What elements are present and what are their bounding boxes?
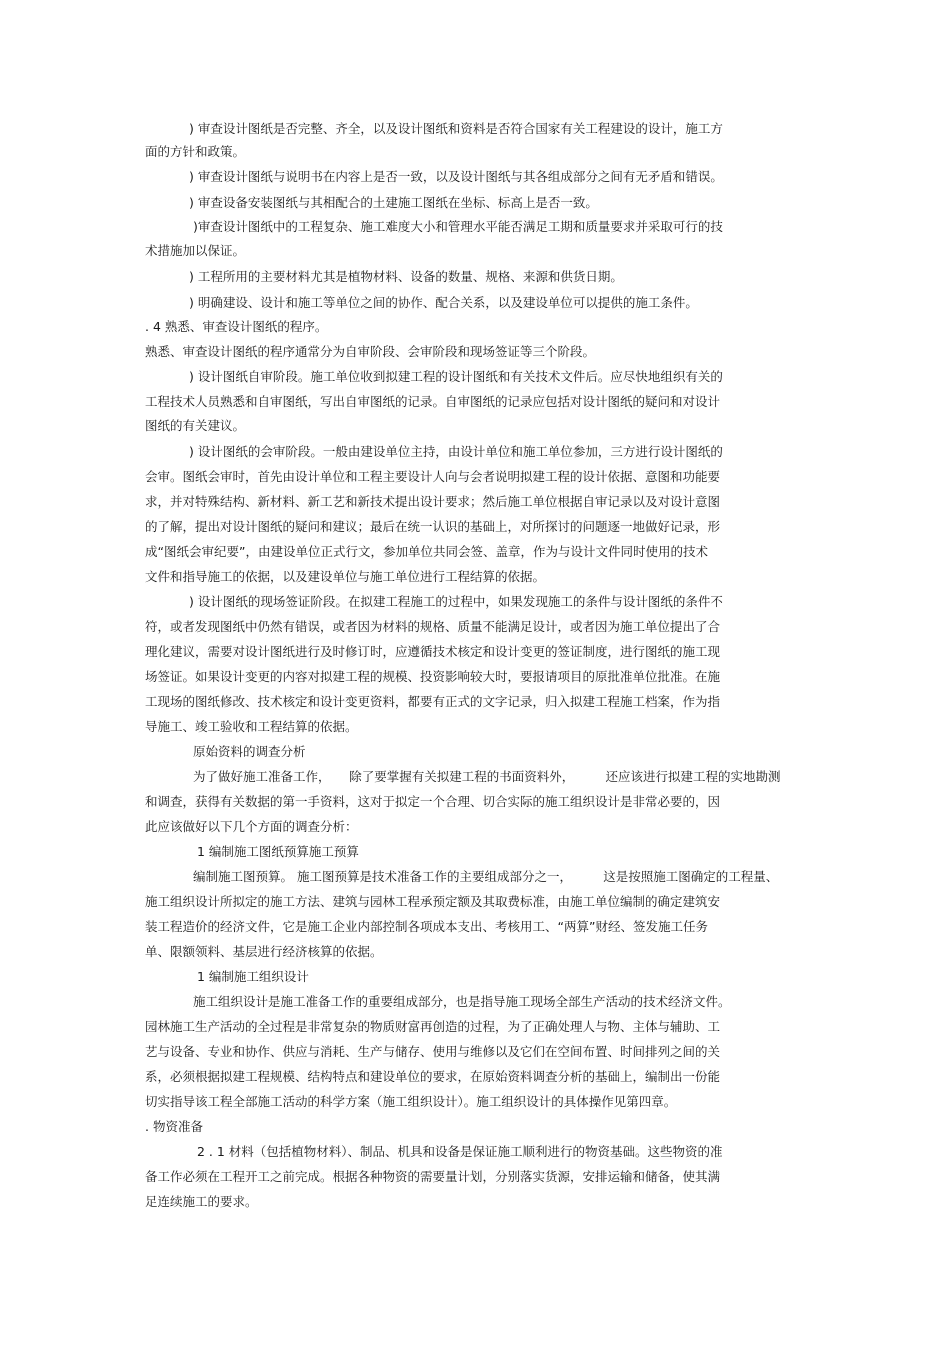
paragraph-line: 艺与设备、专业和协作、供应与消耗、生产与储存、使用与维修以及它们在空间布置、时间排列之间的关	[145, 1044, 721, 1059]
paragraph-line: )审查设计图纸中的工程复杂、施工难度大小和管理水平能否满足工期和质量要求并采取可行的技	[193, 219, 723, 234]
paragraph-line: 理化建议，需要对设计图纸进行及时修订时，应遵循技术核定和设计变更的签证制度，进行图纸的施工现	[145, 644, 721, 659]
paragraph-line: ) 明确建设、设计和施工等单位之间的协作、配合关系，以及建设单位可以提供的施工条件。	[189, 295, 698, 310]
paragraph-line: 2 . 1 材料（包括植物材料）、制品、机具和设备是保证施工顺利进行的物资基础。这些物资的准	[197, 1144, 723, 1159]
paragraph-line: ) 审查设计图纸与说明书在内容上是否一致，以及设计图纸与其各组成部分之间有无矛盾和错误。	[189, 169, 723, 184]
paragraph-line: 足连续施工的要求。	[145, 1194, 258, 1209]
section-heading: 原始资料的调查分析	[193, 744, 306, 759]
paragraph-line: 为了做好施工准备工作， 除了要掌握有关拟建工程的书面资料外， 还应该进行拟建工程的实地勘测	[193, 769, 781, 784]
paragraph-line: 园林施工生产活动的全过程是非常复杂的物质财富再创造的过程，为了正确处理人与物、主体与辅助、工	[145, 1019, 721, 1034]
paragraph-line: 求，并对特殊结构、新材料、新工艺和新技术提出设计要求；然后施工单位根据自审记录以及对设计意图	[145, 494, 721, 509]
paragraph-line: 施工组织设计是施工准备工作的重要组成部分，也是指导施工现场全部生产活动的技术经济文件。	[193, 994, 731, 1009]
paragraph-line: 装工程造价的经济文件，它是施工企业内部控制各项成本支出、考核用工、“两算”财经、签发施工任务	[145, 919, 708, 934]
paragraph-line: 单、限额领料、基层进行经济核算的依据。	[145, 944, 383, 959]
paragraph-line: 切实指导该工程全部施工活动的科学方案（施工组织设计）。施工组织设计的具体操作见第四章。	[145, 1094, 677, 1109]
paragraph-line: 编制施工图预算。 施工图预算是技术准备工作的主要组成部分之一， 这是按照施工图确定的工程量、	[193, 869, 779, 884]
paragraph-line: 的了解，提出对设计图纸的疑问和建议；最后在统一认识的基础上，对所探讨的问题逐一地做好记录，形	[145, 519, 721, 534]
section-heading: 1 编制施工组织设计	[197, 969, 309, 984]
paragraph-line: ) 设计图纸自审阶段。施工单位收到拟建工程的设计图纸和有关技术文件后。应尽快地组织有关的	[189, 369, 723, 384]
paragraph-line: 面的方针和政策。	[145, 144, 246, 159]
paragraph-line: ) 审查设备安装图纸与其相配合的土建施工图纸在坐标、标高上是否一致。	[189, 195, 598, 210]
paragraph-line: 术措施加以保证。	[145, 243, 246, 258]
paragraph-line: 导施工、竣工验收和工程结算的依据。	[145, 719, 358, 734]
paragraph-line: 场签证。如果设计变更的内容对拟建工程的规模、投资影响较大时，要报请项目的原批准单位批准。在施	[145, 669, 721, 684]
paragraph-line: 熟悉、审查设计图纸的程序通常分为自审阶段、会审阶段和现场签证等三个阶段。	[145, 344, 596, 359]
paragraph-line: 和调查，获得有关数据的第一手资料，这对于拟定一个合理、切合实际的施工组织设计是非常必要的，因	[145, 794, 721, 809]
paragraph-line: ) 工程所用的主要材料尤其是植物材料、设备的数量、规格、来源和供货日期。	[189, 269, 623, 284]
paragraph-line: ) 设计图纸的会审阶段。一般由建设单位主持，由设计单位和施工单位参加，三方进行设计图纸的	[189, 444, 723, 459]
paragraph-line: 此应该做好以下几个方面的调查分析：	[145, 819, 358, 834]
paragraph-line: 成“图纸会审纪要”，由建设单位正式行文，参加单位共同会签、盖章，作为与设计文件同时使用的技术	[145, 544, 708, 559]
paragraph-line: 图纸的有关建议。	[145, 418, 246, 433]
paragraph-line: 符，或者发现图纸中仍然有错误，或者因为材料的规格、质量不能满足设计，或者因为施工单位提出了合	[145, 619, 721, 634]
section-heading: . 4 熟悉、审查设计图纸的程序。	[145, 319, 328, 334]
paragraph-line: ) 审查设计图纸是否完整、齐全，以及设计图纸和资料是否符合国家有关工程建设的设计，施工方	[189, 121, 723, 136]
paragraph-line: ) 设计图纸的现场签证阶段。在拟建工程施工的过程中，如果发现施工的条件与设计图纸的条件不	[189, 594, 723, 609]
paragraph-line: 工程技术人员熟悉和自审图纸，写出自审图纸的记录。自审图纸的记录应包括对设计图纸的疑问和对设计	[145, 394, 721, 409]
section-heading: . 物资准备	[145, 1119, 203, 1134]
paragraph-line: 系，必须根据拟建工程规模、结构特点和建设单位的要求，在原始资料调查分析的基础上，编制出一份能	[145, 1069, 721, 1084]
paragraph-line: 施工组织设计所拟定的施工方法、建筑与园林工程承预定额及其取费标准，由施工单位编制的确定建筑安	[145, 894, 721, 909]
paragraph-line: 文件和指导施工的依据，以及建设单位与施工单位进行工程结算的依据。	[145, 569, 546, 584]
paragraph-line: 会审。图纸会审时，首先由设计单位和工程主要设计人向与会者说明拟建工程的设计依据、意图和功能要	[145, 469, 721, 484]
paragraph-line: 工现场的图纸修改、技术核定和设计变更资料，都要有正式的文字记录，归入拟建工程施工档案，作为指	[145, 694, 721, 709]
section-heading: 1 编制施工图纸预算施工预算	[197, 844, 359, 859]
paragraph-line: 备工作必须在工程开工之前完成。根据各种物资的需要量计划，分别落实货源，安排运输和储备，使其满	[145, 1169, 721, 1184]
